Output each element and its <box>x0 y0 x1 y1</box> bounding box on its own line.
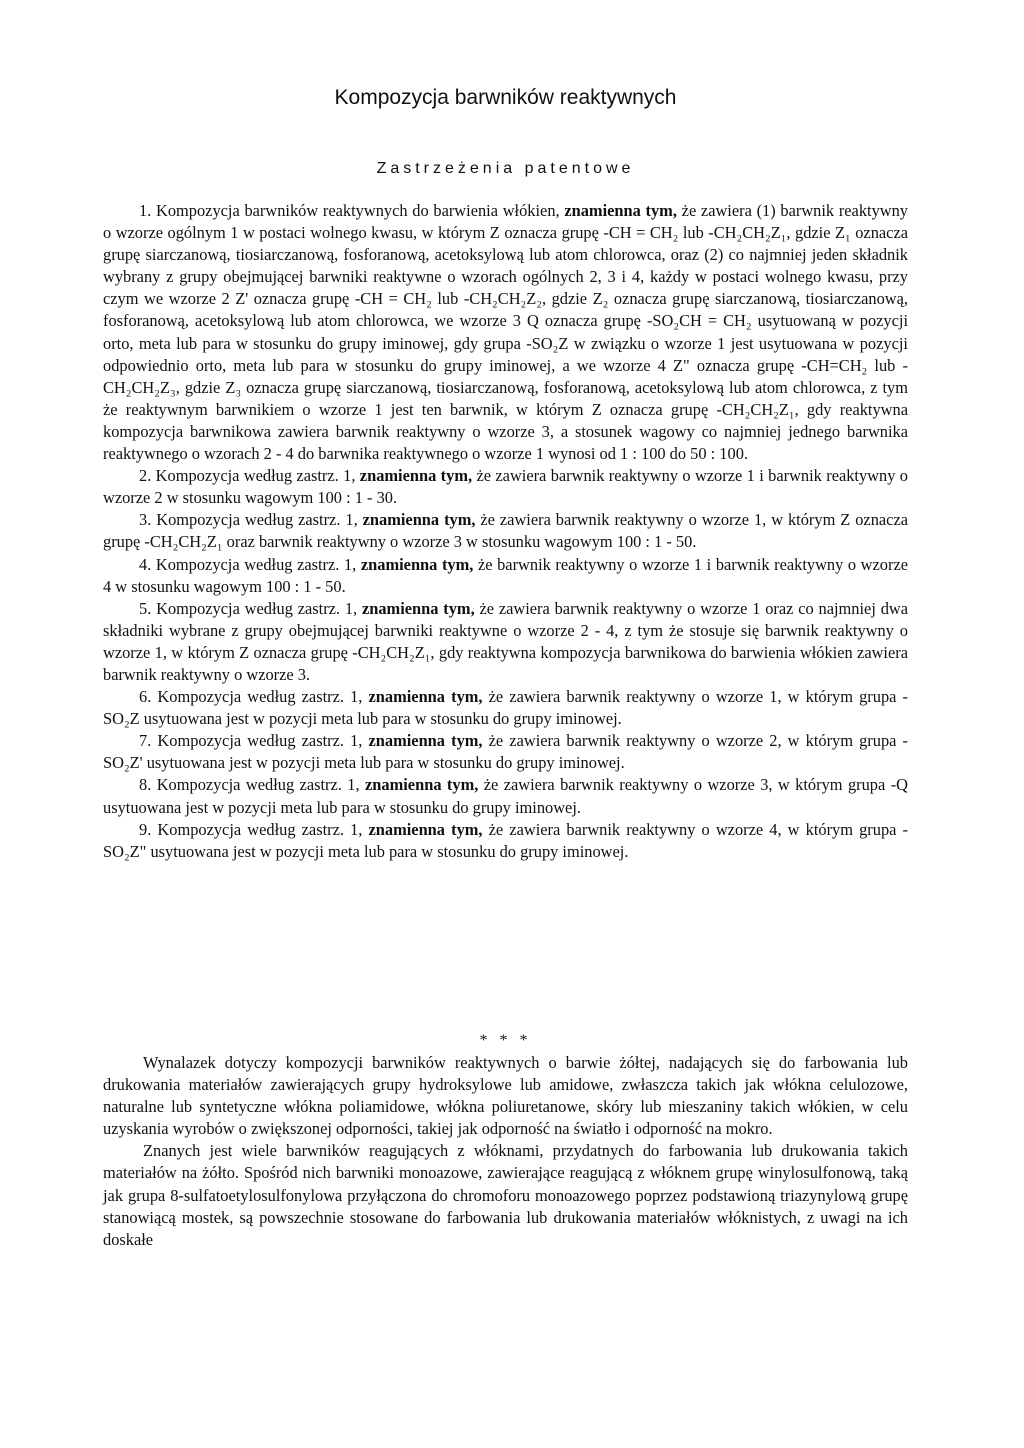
claim-text: 8. Kompozycja według zastrz. 1, <box>139 775 366 795</box>
claim-6 <box>103 686 908 730</box>
claim-keyword: znamienna tym, <box>361 598 475 618</box>
claim-keyword: znamienna tym, <box>368 731 483 751</box>
claim-keyword: znamienna tym, <box>365 775 479 795</box>
claim-keyword: znamienna tym, <box>362 510 476 530</box>
claim-3 <box>103 509 908 553</box>
claim-keyword: znamienna tym, <box>359 466 473 486</box>
claim-keyword: znamienna tym, <box>564 201 677 220</box>
claim-text: 1. Kompozycja barwników reaktywnych do barwienia włókien, <box>139 201 565 220</box>
claim-text: 7. Kompozycja według zastrz. 1, <box>139 731 369 751</box>
description-paragraph: Wynalazek dotyczy kompozycji barwników reaktywnych o barwie żółtej, nadających się do farbowania lub drukowania materiałów zawierających grupy hydroksylowe lub amidowe, zwłaszcza takich jak włókna celulozowe, naturalne lub syntetyczne włókna poliamidowe, włókna poliuretanowe, skóry lub mieszaniny takich włókien, w celu uzyskania wyrobów o zwiększonej odporności, takiej jak odporność na światło i odporność na mokro. <box>103 1053 908 1139</box>
claim-9 <box>103 819 908 863</box>
claim-text: 9. Kompozycja według zastrz. 1, <box>139 819 369 839</box>
claim-text: że zawiera barwnik reaktywny o wzorze 1 i barwnik reaktywny o wzorze 2 w stosunku wagowym 100 : 1 - 30. <box>103 466 908 508</box>
claim-text: 5. Kompozycja według zastrz. 1, <box>139 598 362 618</box>
claim-1 <box>103 200 908 465</box>
claim-text: że zawiera barwnik reaktywny o wzorze 1, w którym grupa -SO₂Z usytuowana jest w pozycji meta lub para w stosunku do grupy iminowej. <box>103 687 909 729</box>
claim-keyword: znamienna tym, <box>368 819 483 839</box>
page-title: Kompozycja barwników reaktywnych <box>334 86 677 109</box>
description-paragraph: Znanych jest wiele barwników reagujących z włóknami, przydatnych do farbowania lub drukowania takich materiałów na żółto. Spośród nich barwniki monoazowe, zawierające reagującą z włóknem grupę winylosulfonową, taką jak grupa 8-sulfatoetylosulfonylowa przyłączona do chromoforu monoazowego poprzez podstawioną triazynylową grupę stanowiącą mostek, są powszechnie stosowane do farbowania lub drukowania materiałów włóknistych, z uwagi na ich doskałe <box>103 1141 908 1249</box>
claim-text: 6. Kompozycja według zastrz. 1, <box>139 687 369 707</box>
section-heading: Zastrzeżenia patentowe <box>376 160 635 177</box>
claim-text: że barwnik reaktywny o wzorze 1 i barwnik reaktywny o wzorze 4 w stosunku wagowym 100 : 1 - 50. <box>103 554 908 596</box>
claim-text: 3. Kompozycja według zastrz. 1, <box>139 510 363 530</box>
claims-list <box>103 200 908 863</box>
claim-text: że zawiera (1) barwnik reaktywny o wzorze ogólnym 1 w postaci wolnego kwasu, w którym Z oznacza grupę -CH = CH₂ lub -CH₂CH₂Z₁, gdzie Z₁ oznacza grupę siarczanową, tiosiarczanową, fosforanową, acetoksylową lub atom chlorowca, oraz (2) co najmniej jeden składnik wybrany z grupy obejmującej barwniki reaktywne o wzorach ogólnych 2, 3 i 4, każdy w postaci wolnego kwasu, przy czym we wzorze 2 Z' oznacza grupę -CH = CH₂ lub -CH₂CH₂Z₂, gdzie Z₂ oznacza grupę siarczanową, tiosiarczanową, fosforanową, acetoksylową lub atom chlorowca, we wzorze 3 Q oznacza grupę -SO₂CH = CH₂ usytuowaną w pozycji orto, meta lub para w stosunku do grupy iminowej, gdy grupa -SO₂Z w związku o wzorze 1 jest usytuowana w pozycji odpowiednio orto, meta lub para w stosunku do grupy iminowej, a we wzorze 4 Z" oznacza grupę -CH=CH₂ lub -CH₂CH₂Z₃, gdzie Z₃ oznacza grupę siarczanową, tiosiarczanową, fosforanową, acetoksylową lub atom chlorowca, z tym że reaktywnym barwnikiem o wzorze 1 jest ten barwnik, w którym Z oznacza grupę -CH₂CH₂Z₁, gdy reaktywna kompozycja barwnikowa zawiera barwnik reaktywny o wzorze 3, a stosunek wagowy co najmniej jednego barwnika reaktywnego o wzorach 2 - 4 do barwnika reaktywnego o wzorze 1 wynosi od 1 : 100 do 50 : 100. <box>103 201 909 464</box>
section-separator: * * * <box>479 1032 532 1049</box>
claim-5 <box>103 598 908 686</box>
claim-text: że zawiera barwnik reaktywny o wzorze 4, w którym grupa -SO₂Z" usytuowana jest w pozycji meta lub para w stosunku do grupy iminowej. <box>103 819 909 861</box>
claim-4 <box>103 554 908 598</box>
claim-text: że zawiera barwnik reaktywny o wzorze 3, w którym grupa -Q usytuowana jest w pozycji meta lub para w stosunku do grupy iminowej. <box>103 775 908 817</box>
claim-text: że zawiera barwnik reaktywny o wzorze 1, w którym Z oznacza grupę -CH₂CH₂Z₁ oraz barwnik reaktywny o wzorze 3 w stosunku wagowym 100 : 1 - 50. <box>103 510 908 552</box>
claim-keyword: znamienna tym, <box>368 687 483 707</box>
claim-2 <box>103 465 908 509</box>
claim-text: że zawiera barwnik reaktywny o wzorze 2, w którym grupa -SO₂Z' usytuowana jest w pozycji meta lub para w stosunku do grupy iminowej. <box>103 731 909 773</box>
claim-7 <box>103 730 908 774</box>
claim-text: 2. Kompozycja według zastrz. 1, <box>139 466 360 486</box>
claim-text: 4. Kompozycja według zastrz. 1, <box>139 554 361 574</box>
description-body <box>103 1052 908 1251</box>
claim-keyword: znamienna tym, <box>360 554 474 574</box>
claim-text: że zawiera barwnik reaktywny o wzorze 1 oraz co najmniej dwa składniki wybrane z grupy obejmującej barwniki reaktywne o wzorze 2 - 4, z tym że stosuje się barwnik reaktywny o wzorze 1, w którym Z oznacza grupę -CH₂CH₂Z₁, gdy reaktywna kompozycja barwnikowa do barwienia włókien zawiera barwnik reaktywny o wzorze 3. <box>103 598 908 684</box>
claim-8 <box>103 774 908 818</box>
